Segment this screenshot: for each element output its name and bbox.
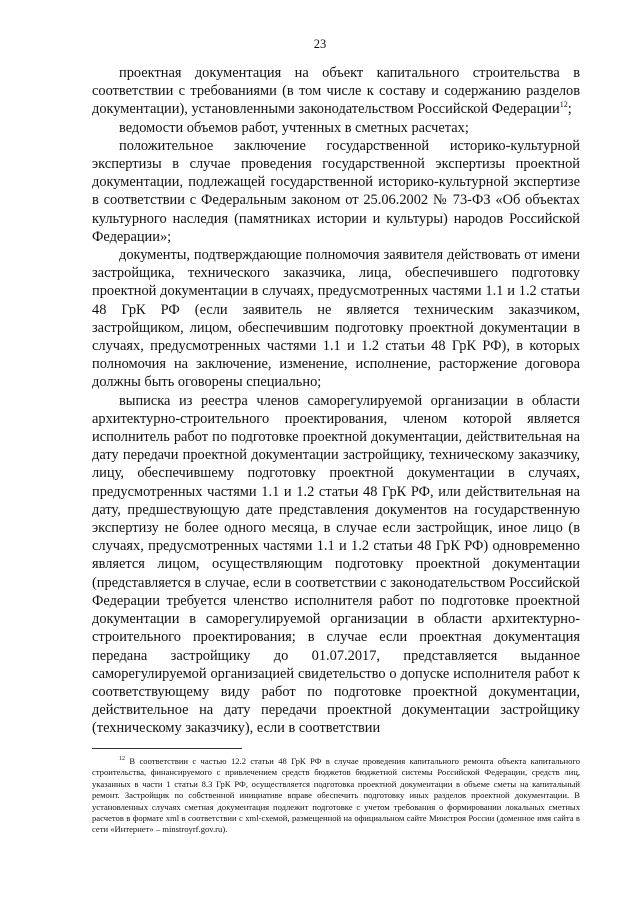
footnote-reference[interactable]: 12 xyxy=(559,100,568,110)
footnote-text: В соответствии с частью 12.2 статьи 48 ГрК РФ в случае проведения капитального ремонта объекта капитального строительства, финансируемого с привлечением средств бюджетов бюджетной системы Российской Федерации, средств лиц, указанных в части 1 статьи 8.3 ГрК РФ, осуществляется подготовка проектной документации в объеме сметы на капитальный ремонт. Застройщик по собственной инициативе вправе обеспечить подготовку иных разделов проектной документации. В установленных случаях сметная документация подлежит подготовке с учетом требования о формировании локальных сметных расчетов в формате xml в соответствии с xml-схемой, размещенной на официальном сайте Минстроя России (доменное имя сайта в сети «Интернет» – minstroyrf.gov.ru). xyxy=(92,756,580,835)
paragraph-work-volumes: ведомости объемов работ, учтенных в сметных расчетах; xyxy=(119,119,469,136)
paragraph-sro-extract: выписка из реестра членов саморегулируемой организации в области архитектурно-строительного проектирования, членом которой является исполнитель работ по подготовке проектной документации, действительная на дату передачи проектной документации застройщику, техническому заказчику, лицу, обеспечившему подготовку проектной документации в случаях, предусмотренных частями 1.1 и 1.2 статьи 48 ГрК РФ, или действительная на дату, предшествующую дате представления документов на государственную экспертизу не более одного месяца, в случае если застройщик, иное лицо (в случаях, предусмотренных частями 1.1 и 1.2 статьи 48 ГрК РФ) одновременно является лицом, осуществляющим подготовку проектной документации (представляется в случае, если в соответствии с законодательством Российской Федерации требуется членство исполнителя работ по подготовке проектной документации в саморегулируемой организации в области архитектурно-строительного проектирования; в случае если проектная документация передана застройщику до 01.07.2017, представляется выданное саморегулируемой организацией свидетельство о допуске исполнителя работ к соответствующему виду работ по подготовке проектной документации, действительное на дату передачи проектной документации застройщику (техническому заказчику), если в соответствии xyxy=(92,392,580,737)
paragraph-authority-documents: документы, подтверждающие полномочия заявителя действовать от имени застройщика, технического заказчика, лица, обеспечившего подготовку проектной документации в случаях, предусмотренных частями 1.1 и 1.2 статьи 48 ГрК РФ (если заявитель не является техническим заказчиком, застройщиком, лицом, обеспечившим подготовку проектной документации в случаях, предусмотренных частями 1.1 и 1.2 статьи 48 ГрК РФ), в которых полномочия на заключение, изменение, исполнение, расторжение договора должны быть оговорены специально; xyxy=(92,247,580,391)
footnote xyxy=(92,756,580,836)
paragraph-cultural-expertise: положительное заключение государственной историко-культурной экспертизы в случае проведения государственной экспертизы проектной документации, подлежащей государственной историко-культурной экспертизе в соответствии с Федеральным законом от 25.06.2002 № 73-ФЗ «Об объектах культурного наследия (памятниках истории и культуры) народов Российской Федерации»; xyxy=(92,137,580,245)
footnote-separator xyxy=(92,748,242,749)
body-text xyxy=(92,64,580,738)
paragraph-text-suffix: ; xyxy=(567,101,572,118)
paragraph-project-documentation xyxy=(92,64,580,119)
page-number: 23 xyxy=(313,37,327,51)
footnote-number: 12 xyxy=(119,756,125,763)
paragraph-text: проектная документация на объект капитального строительства в соответствии с требованиями (в том числе к составу и содержанию разделов документации), установленными законодательством Российской Федерации xyxy=(92,65,580,118)
